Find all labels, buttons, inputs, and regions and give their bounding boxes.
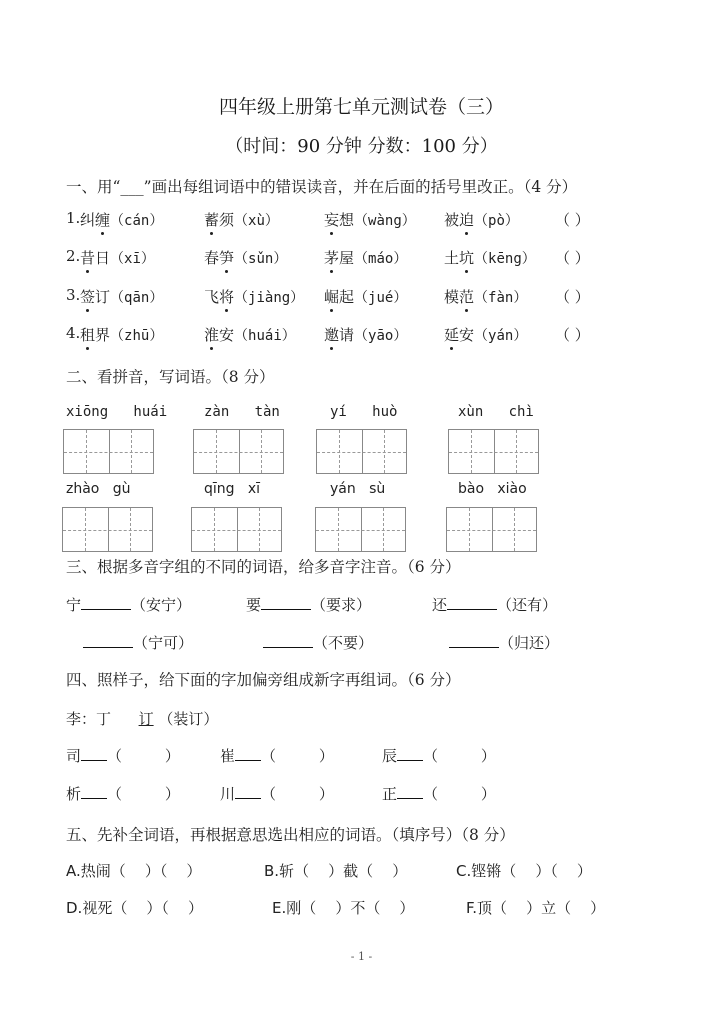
polyphone-item bbox=[83, 632, 193, 653]
char: 被 bbox=[444, 211, 460, 229]
char: 请 bbox=[339, 326, 355, 344]
char: 租 bbox=[80, 326, 96, 344]
radical-item bbox=[66, 745, 180, 766]
example-word: （装订） bbox=[158, 710, 219, 728]
polyphone-word: （要求） bbox=[311, 596, 372, 614]
writing-grid[interactable] bbox=[448, 429, 539, 474]
writing-grid[interactable] bbox=[446, 507, 537, 552]
polyphone-word: （归还） bbox=[499, 634, 560, 652]
radical-item bbox=[220, 783, 334, 804]
idiom-label: A. bbox=[66, 862, 81, 880]
idiom-item bbox=[264, 860, 407, 881]
pinyin-blank[interactable] bbox=[447, 595, 497, 610]
radical-item bbox=[66, 783, 180, 804]
row-number: 2. bbox=[66, 247, 81, 265]
base-char: 川 bbox=[220, 785, 236, 803]
writing-grid[interactable] bbox=[315, 507, 406, 552]
char: 缠 bbox=[95, 211, 111, 229]
char: 起 bbox=[339, 288, 355, 306]
pinyin: （xī） bbox=[110, 251, 155, 267]
word-item bbox=[444, 247, 536, 268]
pinyin-blank[interactable] bbox=[261, 595, 311, 610]
polyphone-char: 还 bbox=[432, 596, 448, 614]
idiom-text[interactable]: 刚（ ）不（ ） bbox=[286, 899, 415, 917]
char: 妄 bbox=[324, 211, 340, 229]
idiom-text[interactable]: 铿锵（ ）（ ） bbox=[471, 862, 592, 880]
char: 界 bbox=[95, 326, 111, 344]
idiom-label: F. bbox=[466, 899, 477, 917]
char: 茅 bbox=[324, 249, 340, 267]
char: 模 bbox=[444, 288, 460, 306]
pinyin-blank[interactable] bbox=[81, 595, 131, 610]
pinyin: （kēng） bbox=[474, 251, 536, 267]
answer-blank[interactable]: （ ） bbox=[555, 288, 590, 306]
word-paren[interactable]: （ ） bbox=[423, 785, 496, 803]
polyphone-item bbox=[263, 632, 373, 653]
grid-line bbox=[192, 530, 281, 531]
char: 邀 bbox=[324, 326, 340, 344]
pinyin: （wàng） bbox=[354, 213, 416, 229]
char: 春 bbox=[204, 249, 220, 267]
example-char: 订 bbox=[138, 710, 154, 728]
char: 日 bbox=[95, 249, 111, 267]
row-number: 1. bbox=[66, 209, 81, 227]
new-char-blank[interactable] bbox=[235, 784, 261, 799]
word-item bbox=[80, 324, 163, 345]
pinyin-prompt: zàn tàn bbox=[204, 404, 280, 420]
row-number: 4. bbox=[66, 324, 81, 342]
pinyin: （yán） bbox=[474, 328, 528, 344]
char: 将 bbox=[219, 288, 235, 306]
base-char: 析 bbox=[66, 785, 82, 803]
word-item bbox=[80, 286, 163, 307]
word-item bbox=[204, 247, 287, 268]
new-char-blank[interactable] bbox=[397, 784, 423, 799]
new-char-blank[interactable] bbox=[81, 746, 107, 761]
char: 土 bbox=[444, 249, 460, 267]
char: 笋 bbox=[219, 249, 235, 267]
char: 迫 bbox=[459, 211, 475, 229]
idiom-text[interactable]: 斩（ ）截（ ） bbox=[279, 862, 408, 880]
idiom-label: C. bbox=[456, 862, 472, 880]
section4-example bbox=[66, 708, 218, 729]
pinyin-prompt: qīng xī bbox=[204, 481, 261, 497]
polyphone-word: （安宁） bbox=[131, 596, 192, 614]
pinyin-blank[interactable] bbox=[263, 633, 313, 648]
base-char: 辰 bbox=[382, 747, 398, 765]
word-item bbox=[204, 286, 304, 307]
idiom-text[interactable]: 顶（ ）立（ ） bbox=[477, 899, 606, 917]
polyphone-item bbox=[432, 594, 557, 615]
pinyin-prompt: xiōng huái bbox=[66, 404, 168, 420]
base-char: 崔 bbox=[220, 747, 236, 765]
writing-grid[interactable] bbox=[62, 507, 153, 552]
new-char-blank[interactable] bbox=[397, 746, 423, 761]
grid-line bbox=[449, 452, 538, 453]
char: 屋 bbox=[339, 249, 355, 267]
char: 想 bbox=[339, 211, 355, 229]
section5-heading: 五、先补全词语，再根据意思选出相应的词语。（填序号）（8 分） bbox=[66, 826, 515, 844]
pinyin: （cán） bbox=[110, 213, 164, 229]
char: 须 bbox=[219, 211, 235, 229]
char: 安 bbox=[219, 326, 235, 344]
char: 签 bbox=[80, 288, 96, 306]
word-paren[interactable]: （ ） bbox=[423, 747, 496, 765]
pinyin-prompt: bào xiào bbox=[458, 481, 527, 497]
pinyin-prompt: yí huò bbox=[330, 404, 398, 420]
char: 安 bbox=[459, 326, 475, 344]
pinyin: （fàn） bbox=[474, 290, 528, 306]
idiom-text[interactable]: 视死（ ）（ ） bbox=[82, 899, 203, 917]
idiom-item bbox=[456, 860, 592, 881]
pinyin: （zhū） bbox=[110, 328, 164, 344]
pinyin: （yāo） bbox=[354, 328, 408, 344]
answer-blank[interactable]: （ ） bbox=[555, 211, 590, 229]
word-item bbox=[444, 324, 527, 345]
grid-line bbox=[447, 530, 536, 531]
polyphone-char: 宁 bbox=[66, 596, 82, 614]
pinyin: （xù） bbox=[234, 213, 279, 229]
char: 蓄 bbox=[204, 211, 220, 229]
radical-item bbox=[220, 745, 334, 766]
polyphone-char: 要 bbox=[246, 596, 262, 614]
idiom-label: E. bbox=[272, 899, 287, 917]
char: 订 bbox=[95, 288, 111, 306]
word-item bbox=[80, 247, 155, 268]
word-paren[interactable]: （ ） bbox=[107, 785, 180, 803]
word-item bbox=[324, 247, 407, 268]
grid-line bbox=[63, 530, 152, 531]
row-number: 3. bbox=[66, 286, 81, 304]
base-char: 正 bbox=[382, 785, 398, 803]
section2-heading: 二、看拼音，写词语。（8 分） bbox=[66, 368, 275, 386]
new-char-blank[interactable] bbox=[81, 784, 107, 799]
char: 崛 bbox=[324, 288, 340, 306]
pinyin: （qān） bbox=[110, 290, 164, 306]
char: 纠 bbox=[80, 211, 96, 229]
exam-title: 四年级上册第七单元测试卷（三） bbox=[218, 96, 504, 118]
writing-grid[interactable] bbox=[63, 429, 154, 474]
writing-grid[interactable] bbox=[316, 429, 407, 474]
word-paren[interactable]: （ ） bbox=[261, 785, 334, 803]
section1-heading: 一、用“___”画出每组词语中的错误读音，并在后面的括号里改正。（4 分） bbox=[66, 178, 578, 196]
base-char: 司 bbox=[66, 747, 82, 765]
radical-item bbox=[382, 745, 496, 766]
word-item bbox=[80, 209, 163, 230]
idiom-item bbox=[466, 897, 605, 918]
char: 范 bbox=[459, 288, 475, 306]
char: 昔 bbox=[80, 249, 96, 267]
pinyin-prompt: yán sù bbox=[330, 481, 386, 497]
new-char-blank[interactable] bbox=[235, 746, 261, 761]
idiom-label: B. bbox=[264, 862, 280, 880]
grid-line bbox=[194, 452, 283, 453]
answer-blank[interactable]: （ ） bbox=[555, 326, 590, 344]
word-item bbox=[444, 209, 519, 230]
grid-line bbox=[316, 530, 405, 531]
pinyin: （jué） bbox=[354, 290, 408, 306]
pinyin-blank[interactable] bbox=[449, 633, 499, 648]
idiom-item bbox=[272, 897, 414, 918]
grid-line bbox=[317, 452, 406, 453]
polyphone-item bbox=[66, 594, 191, 615]
idiom-item bbox=[66, 860, 201, 881]
section3-heading: 三、根据多音字组的不同的词语，给多音字注音。（6 分） bbox=[66, 558, 461, 576]
radical-item bbox=[382, 783, 496, 804]
word-paren[interactable]: （ ） bbox=[261, 747, 334, 765]
word-item bbox=[204, 324, 296, 345]
grid-line bbox=[64, 452, 153, 453]
pinyin: （sǔn） bbox=[234, 251, 288, 267]
pinyin: （jiàng） bbox=[234, 290, 305, 306]
example-prefix: 李：丁 bbox=[66, 710, 112, 728]
polyphone-word: （不要） bbox=[313, 634, 374, 652]
exam-subtitle: （时间：90 分钟 分数：100 分） bbox=[225, 136, 498, 157]
writing-grid[interactable] bbox=[193, 429, 284, 474]
pinyin-prompt: xùn chì bbox=[458, 404, 534, 420]
word-item bbox=[204, 209, 279, 230]
idiom-text[interactable]: 热闹（ ）（ ） bbox=[80, 862, 202, 880]
word-item bbox=[444, 286, 527, 307]
polyphone-word: （宁可） bbox=[133, 634, 194, 652]
polyphone-item bbox=[449, 632, 559, 653]
answer-blank[interactable]: （ ） bbox=[555, 249, 590, 267]
char: 飞 bbox=[204, 288, 220, 306]
word-item bbox=[324, 324, 407, 345]
pinyin: （huái） bbox=[234, 328, 296, 344]
polyphone-word: （还有） bbox=[497, 596, 558, 614]
word-paren[interactable]: （ ） bbox=[107, 747, 180, 765]
char: 延 bbox=[444, 326, 460, 344]
page-number: - 1 - bbox=[350, 950, 373, 963]
word-item bbox=[324, 209, 416, 230]
idiom-label: D. bbox=[66, 899, 83, 917]
pinyin: （máo） bbox=[354, 251, 408, 267]
polyphone-item bbox=[246, 594, 371, 615]
pinyin-blank[interactable] bbox=[83, 633, 133, 648]
char: 淮 bbox=[204, 326, 220, 344]
idiom-item bbox=[66, 897, 203, 918]
pinyin: （pò） bbox=[474, 213, 519, 229]
char: 坑 bbox=[459, 249, 475, 267]
writing-grid[interactable] bbox=[191, 507, 282, 552]
section4-heading: 四、照样子，给下面的字加偏旁组成新字再组词。（6 分） bbox=[66, 671, 461, 689]
pinyin-prompt: zhào gù bbox=[66, 481, 131, 497]
word-item bbox=[324, 286, 407, 307]
